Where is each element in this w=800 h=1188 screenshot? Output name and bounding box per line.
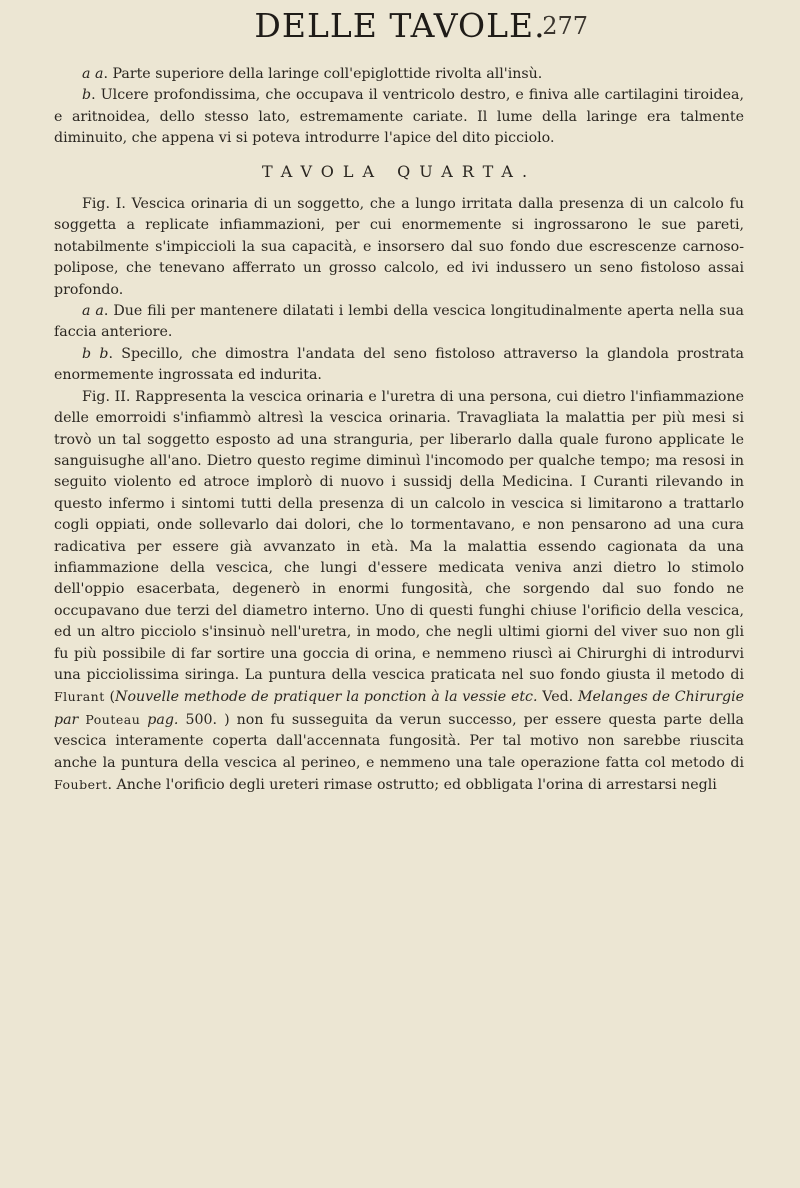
paragraph-fig2 [54,387,744,797]
citation: Nouvelle methode de pratiquer la ponction à la vessie etc. [115,689,538,706]
paragraph-legend-b [54,85,744,149]
legend-marker: b b [82,345,109,362]
paragraph-fig1-legend-bb [54,344,744,387]
fig2-text: Fig. II. Rappresenta la vescica orinaria e l'uretra di una persona, cui dietro l'infiammazione delle emorroidi s'infiammò altresì la vescica orinaria. Travagliata la malattia per più mesi si trovò un tal soggetto esposto ad una stranguria, per liberarlo dalla quale furono applicate le sanguisughe all'ano. Dietro questo regime diminuì l'incomodo per qualche tempo; ma resosi in seguito violento ed atroce implorò di nuovo i sussidj della Medicina. I Curanti rilevando in questo infermo i sintomi tutti della presenza di un calcolo in vescica si limitarono a trattarlo cogli oppiati, onde sollevarlo dai dolori, che lo tormentavano, e non pensarono ad una cura radicativa per essere già avvanzato in età. Ma la malattia essendo cagionata da una infiammazione della vescica, che lungi d'essere medicata veniva anzi dietro lo stimolo dell'oppio esacerbata, degenerò in enormi fungosità, che sorgendo dal suo fondo ne occupavano due terzi del diametro interno. Uno di questi funghi chiuse l'orificio della vescica, ed un altro picciolo s'insinuò nell'uretra, in modo, che negli ultimi giorni del viver suo non gli fu più possibile di far sortire una goccia di orina, e nemmeno riuscì ai Chirurghi di introdurvi una picciolissima siringa. La puntura della vescica praticata nel suo fondo giusta il metodo di [54,388,744,683]
paragraph-fig1: Fig. I. Vescica orinaria di un soggetto, che a lungo irritata dalla presenza di un calcolo fu soggetta a replicate infiammazioni, per cui enormemente si ingrossarono le sue pareti, notabilmente s'impiccioli la sua capacità, e insorsero dal suo fondo due escrescenze carnoso-polipose, che tenevano afferrato un grosso calcolo, ed ivi indussero un seno fistoloso assai profondo. [54,196,744,298]
legend-marker: a a [82,66,104,82]
section-heading: TAVOLA QUARTA. [261,161,537,181]
fig2-text: 500. ) non fu susseguita da verun successo, per essere questa parte della vescica interamente coperta dall'accennata fungosità. Per tal motivo non sarebbe riuscita anche la puntura della vescica al perineo, e nemmeno una tale operazione fatta col metodo di [54,711,744,771]
running-title: DELLE TAVOLE. [254,6,546,45]
legend-text: . Ulcere profondissima, che occupava il ventricolo destro, e finiva alle cartilagini tiroidea, e aritnoidea, dello stesso lato, estremamente cariate. Il lume della laringe era talmente diminuito, che appena vi si poteva introdurre l'apice del dito picciolo. [54,87,744,147]
legend-text: . Due fili per mantenere dilatati i lembi della vescica longitudinalmente aperta nella sua faccia anteriore. [54,303,744,341]
legend-marker: b [82,87,92,104]
author-name: Pouteau [85,711,141,727]
fig2-text: . Anche l'orificio degli ureteri rimase ostrutto; ed obbligata l'orina di arrestarsi negli [107,777,717,793]
body-text [54,64,744,796]
fig2-text: Ved. [537,689,578,706]
page-number: 277 [542,12,588,40]
legend-text: . Specillo, che dimostra l'andata del seno fistoloso attraverso la glandola prostrata enormemente ingrossata ed indurita. [54,345,744,384]
paragraph-legend-aa [54,64,744,85]
author-name: Foubert [54,777,108,792]
legend-text: . Parte superiore della laringe coll'epiglottide rivolta all'insù. [103,66,543,82]
running-head [0,6,800,46]
citation: pag. [147,711,179,728]
fig2-text: ( [104,689,116,706]
paragraph-fig1-legend-aa [54,301,744,344]
author-name: Flurant [54,689,105,705]
legend-marker: a a [82,303,104,320]
citation: Melanges de Chirurgie par [54,689,745,728]
